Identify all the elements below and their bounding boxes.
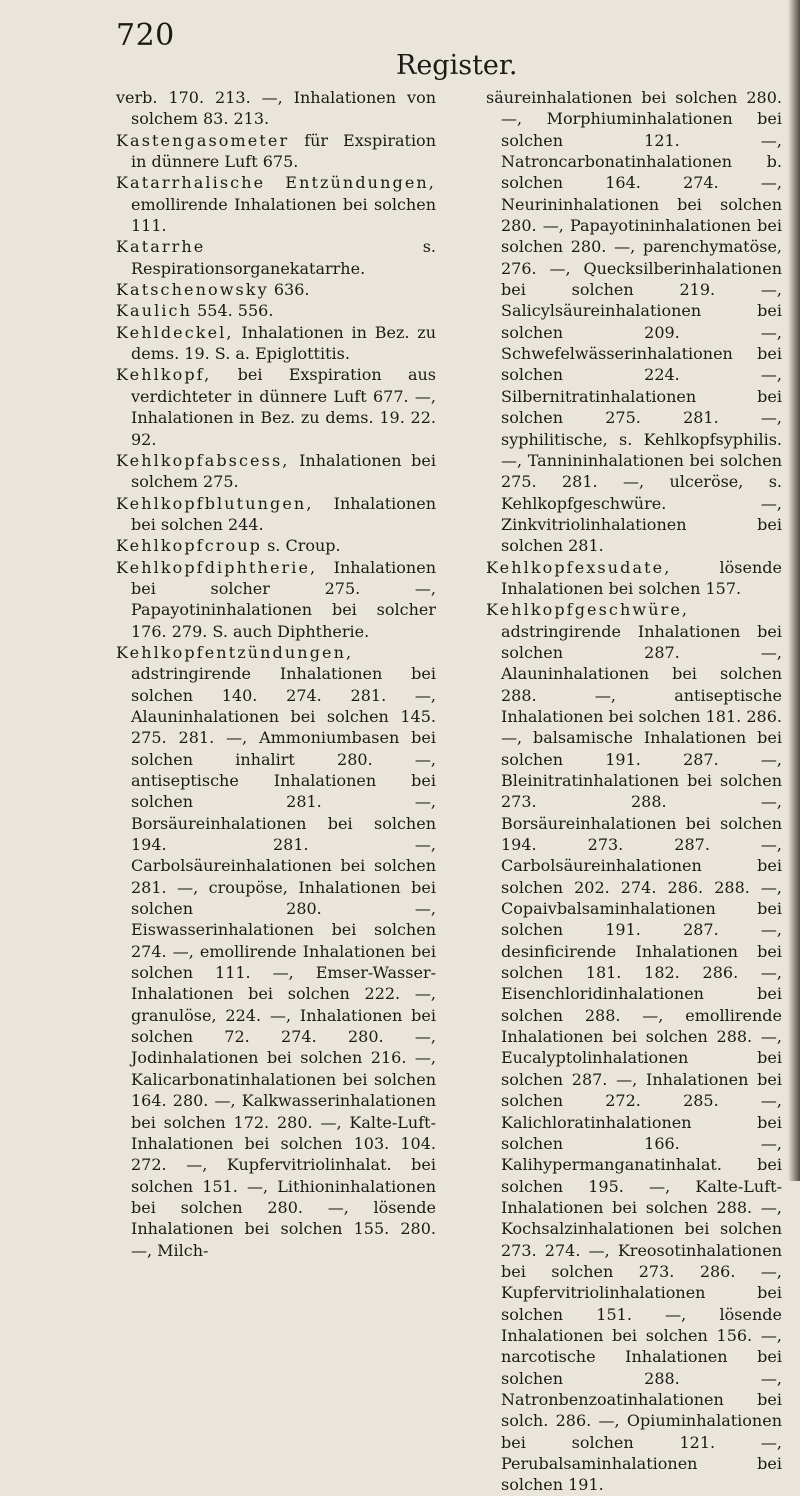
index-references: s. Croup. (262, 536, 341, 556)
index-entry (116, 493, 436, 536)
index-entry (116, 450, 436, 493)
index-entry (116, 87, 436, 130)
index-references: 636. (268, 280, 310, 300)
index-references: Inhalationen bei solchem 275. (131, 450, 436, 492)
index-entry (486, 599, 782, 1495)
index-references: Inhalationen bei solchen 244. (131, 493, 436, 534)
index-entry (116, 557, 436, 642)
index-keyword: Kehlkopf, (116, 365, 212, 385)
index-keyword: Kehlkopfentzündungen, (116, 642, 354, 662)
index-entry (116, 642, 436, 1261)
index-keyword: Kehlkopfgeschwüre, (486, 600, 690, 620)
index-keyword: Kehldeckel, (116, 322, 234, 342)
index-entry (116, 172, 436, 236)
index-references: s. Respirationsorganekatarrhe. (131, 237, 436, 278)
index-entry (116, 130, 436, 173)
index-keyword: Kehlkopfcroup (116, 536, 262, 556)
index-entry (116, 236, 436, 279)
index-references: Inhalationen bei solcher 275. —, Papayotininhalationen bei solcher 176. 279. S. auch Diphtherie. (131, 557, 436, 641)
page-number: 720 (116, 18, 175, 53)
index-keyword: Kehlkopfexsudate, (486, 557, 672, 577)
index-entry (116, 535, 436, 556)
index-keyword: Kehlkopfdiphtherie, (116, 557, 318, 577)
index-references: verb. 170. 213. —, Inhalationen von solchem 83. 213. (116, 88, 436, 129)
index-keyword: Katarrhe (116, 237, 206, 257)
index-references: bei Exspiration aus verdichteter in dünnere Luft 677. —, Inhalationen in Bez. zu dems. 19. 22. 92. (131, 365, 436, 449)
index-entry (116, 279, 436, 300)
index-column-left (116, 87, 436, 1261)
index-entry (486, 87, 782, 557)
index-references: säureinhalationen bei solchen 280. —, Morphiuminhalationen bei solchen 121. —, Natroncarbonatinhalationen b. solchen 164. 274. —, Neurininhalationen bei solchen 280. —, Papayotininhalationen bei solchen 280. —, parenchymatöse, 276. —, Quecksilberinhalationen bei solchen 219. —, Salicylsäureinhalationen bei solchen 209. —, Schwefelwässerinhalationen bei solchen 224. —, Silbernitratinhalationen bei solchen 275. 281. —, syphilitische, s. Kehlkopfsyphilis. —, Tannininhalationen bei solchen 275. 281. —, ulceröse, s. Kehlkopfgeschwüre. —, Zinkvitriolinhalationen bei solchen 281. (486, 88, 782, 556)
index-references: Inhalationen in Bez. zu dems. 19. S. a. Epiglottitis. (131, 322, 436, 364)
index-keyword: Kehlkopfabscess, (116, 450, 290, 470)
index-column-right (486, 87, 782, 1496)
index-references: lösende Inhalationen bei solchen 157. (501, 557, 782, 598)
index-keyword: Katarrhalische Entzündungen, (116, 173, 436, 193)
index-references: emollirende Inhalationen bei solchen 111. (131, 194, 436, 236)
index-entry (116, 300, 436, 321)
index-keyword: Kastengasometer (116, 130, 290, 150)
index-keyword: Kaulich (116, 301, 192, 321)
index-references: adstringirende Inhalationen bei solchen 140. 274. 281. —, Alauninhalationen bei solchen 145. 275. 281. —, Ammoniumbasen bei solchen inhalirt 280. —, antiseptische Inhalationen bei solchen 281. —, Borsäureinhalationen bei solchen 194. 281. —, Carbolsäureinhalationen bei solchen 281. —, croupöse, Inhalationen bei solchen 280. —, Eiswasserinhalationen bei solchen 274. —, emollirende Inhalationen bei solchen 111. —, Emser-Wasser-Inhalationen bei solchen 222. —, granulöse, 224. —, Inhalationen bei solchen 72. 274. 280. —, Jodinhalationen bei solchen 216. —, Kalicarbonatinhalationen bei solchen 164. 280. —, Kalkwasserinhalationen bei solchen 172. 280. —, Kalte-Luft-Inhalationen bei solchen 103. 104. 272. —, Kupfervitriolinhalat. bei solchen 151. —, Lithioninhalationen bei solchen 280. —, lösende Inhalationen bei solchen 155. 280. —, Milch- (131, 664, 436, 1260)
index-entry (486, 557, 782, 600)
index-entry (116, 322, 436, 365)
index-keyword: Katschenowsky (116, 280, 269, 300)
index-entry (116, 364, 436, 449)
index-references: 554. 556. (192, 301, 274, 321)
index-keyword: Kehlkopfblutungen, (116, 493, 314, 513)
index-references: adstringirende Inhalationen bei solchen 287. —, Alauninhalationen bei solchen 288. —, antiseptische Inhalationen bei solchen 181. 286. —, balsamische Inhalationen bei solchen 191. 287. —, Bleinitratinhalationen bei solchen 273. 288. —, Borsäureinhalationen bei solchen 194. 273. 287. —, Carbolsäureinhalationen bei solchen 202. 274. 286. 288. —, Copaivbalsaminhalationen bei solchen 191. 287. —, desinficirende Inhalationen bei solchen 181. 182. 286. —, Eisenchloridinhalationen bei solchen 288. —, emollirende Inhalationen bei solchen 288. —, Eucalyptolinhalationen bei solchen 287. —, Inhalationen bei solchen 272. 285. —, Kalichloratinhalationen bei solchen 166. —, Kalihypermanganatinhalat. bei solchen 195. —, Kalte-Luft-Inhalationen bei solchen 288. —, Kochsalzinhalationen bei solchen 273. 274. —, Kreosotinhalationen bei solchen 273. 286. —, Kupfervitriolinhalationen bei solchen 151. —, lösende Inhalationen bei solchen 156. —, narcotische Inhalationen bei solchen 288. —, Natronbenzoatinhalationen bei solch. 286. —, Opiuminhalationen bei solchen 121. —, Perubalsaminhalationen bei solchen 191. (501, 621, 782, 1495)
running-head: Register. (396, 50, 518, 81)
index-references: für Exspiration in dünnere Luft 675. (131, 130, 436, 172)
book-edge-shadow (788, 0, 800, 1181)
